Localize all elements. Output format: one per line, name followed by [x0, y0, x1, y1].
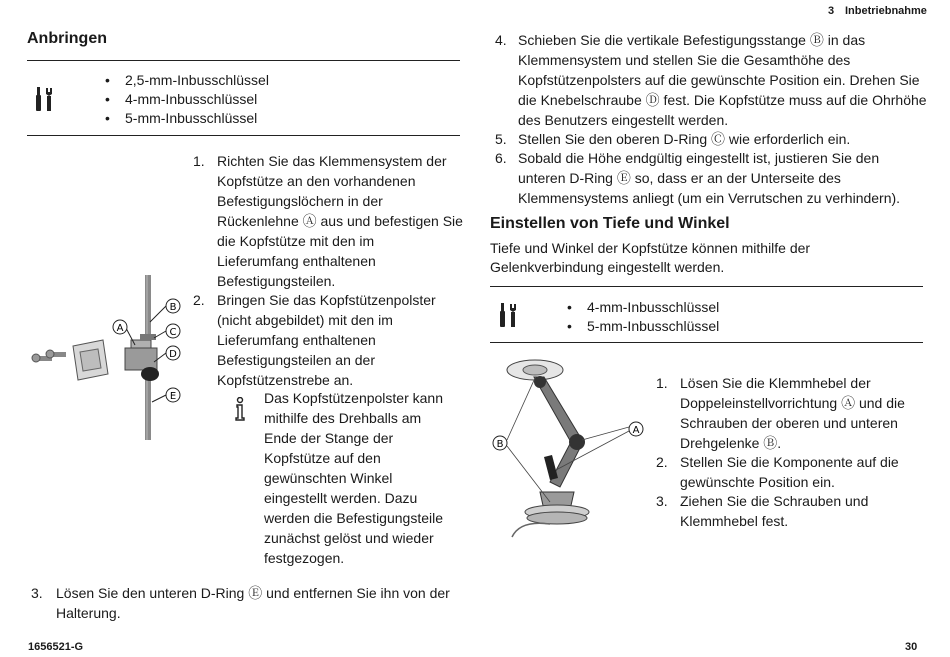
- note-text: Das Kopfstützenpolster kann mithilfe des Drehballs am Ende der Stange der Kopfstütze auf den gewünschten Winkel eingestellt werden. Dazu werden die Befestigungsteile zunächst gelöst und wieder festgezogen.: [264, 390, 444, 566]
- svg-text:A: A: [632, 425, 640, 436]
- document-id: 1656521-G: [28, 641, 84, 653]
- callout-label-b: [166, 299, 180, 313]
- callout-label-c: [166, 324, 180, 338]
- svg-text:A: A: [116, 323, 124, 334]
- svg-text:B: B: [496, 439, 504, 450]
- tool-item: • 5-mm-Inbusschlüssel: [567, 317, 719, 336]
- tool-item: • 4-mm-Inbusschlüssel: [567, 298, 719, 317]
- callout-label-a: [113, 320, 127, 334]
- svg-text:B: B: [169, 302, 177, 313]
- chapter-title: Inbetriebnahme: [845, 5, 927, 17]
- chapter-number: 3: [828, 5, 835, 17]
- callout-label-d: [166, 346, 180, 360]
- callout-label-e: [166, 388, 180, 402]
- tools-list: [567, 298, 719, 336]
- callout-label-a: [629, 422, 643, 436]
- svg-text:C: C: [169, 327, 177, 338]
- divider: [490, 342, 923, 343]
- page-number: 30: [905, 641, 918, 653]
- divider: [27, 135, 460, 136]
- divider: [27, 60, 460, 61]
- svg-text:D: D: [169, 349, 177, 360]
- tools-icon: [35, 86, 59, 112]
- joint-figure: [490, 352, 650, 542]
- svg-text:E: E: [169, 391, 177, 402]
- info-icon: [234, 397, 246, 421]
- tool-item: • 5-mm-Inbusschlüssel: [105, 109, 269, 128]
- tool-item: • 2,5-mm-Inbusschlüssel: [105, 71, 269, 90]
- section-intro: Tiefe und Winkel der Kopfstütze können mithilfe der Gelenkverbindung eingestellt werden.: [490, 240, 811, 275]
- divider: [490, 286, 923, 287]
- tool-item: • 4-mm-Inbusschlüssel: [105, 90, 269, 109]
- callout-label-b: [493, 436, 507, 450]
- tools-list: [105, 71, 269, 128]
- tools-icon: [499, 302, 523, 328]
- section-heading-anbringen: Anbringen: [27, 30, 107, 47]
- clamp-figure: [28, 270, 188, 445]
- section-heading-tiefe-winkel: Einstellen von Tiefe und Winkel: [490, 215, 730, 232]
